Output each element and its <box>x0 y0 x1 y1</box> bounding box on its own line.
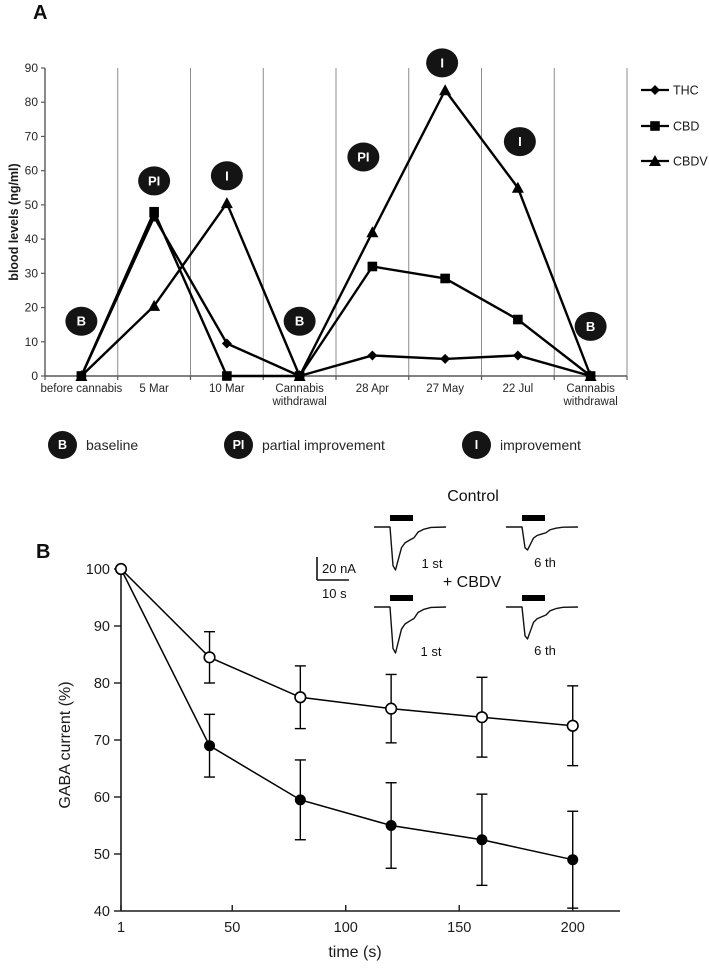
panel-a-y-tick-label: 50 <box>24 197 38 212</box>
panel-b-y-tick-label: 80 <box>93 676 110 692</box>
data-point-control <box>567 720 578 731</box>
annotation-letter-pi: PI <box>147 173 161 189</box>
panel-b-x-axis-title: time (s) <box>328 944 382 961</box>
panel-a-x-category-label: Cannabis <box>275 383 324 395</box>
panel-a-y-tick-label: 90 <box>24 61 38 75</box>
inset-stimulus-bar <box>390 515 413 521</box>
data-point-cbd <box>149 207 159 217</box>
legend-label-cbdv: CBDV <box>673 154 708 169</box>
panel-a-x-category-label: 27 May <box>426 383 464 395</box>
panel-a-y-tick-label: 60 <box>24 163 38 178</box>
panel-a-y-tick-label: 0 <box>31 369 38 383</box>
annotation-letter-b: B <box>76 313 87 329</box>
data-point-control <box>477 712 488 723</box>
legend-item-thc <box>641 84 699 98</box>
annotation-letter-i: I <box>518 134 522 150</box>
data-point-control <box>386 703 397 714</box>
panel-a-y-tick-label: 10 <box>24 334 38 349</box>
data-point-cbdv <box>439 84 451 95</box>
panel-b-y-axis-title: GABA current (%) <box>57 681 74 809</box>
data-point-cbd <box>222 371 232 381</box>
data-point-control <box>295 692 306 703</box>
panel-a-x-category-label: withdrawal <box>563 396 618 408</box>
panel-a-x-category-label: Cannabis <box>566 383 615 395</box>
panel-b-y-tick-label: 50 <box>93 847 110 863</box>
panel-a-y-tick-label: 30 <box>24 266 38 281</box>
panel-b-y-tick-label: 70 <box>93 733 110 749</box>
panel-a-chart <box>0 0 709 425</box>
annotation-letter-pi: PI <box>357 149 370 165</box>
data-point-cbdv <box>295 794 306 805</box>
panel-a-y-axis-title: blood levels (ng/ml) <box>7 163 21 281</box>
panel-a-x-category-label: 22 Jul <box>502 383 534 395</box>
annotation-letter-i: I <box>225 168 229 184</box>
inset-trace-cbdv-6th <box>506 607 578 639</box>
legend-item-cbd <box>641 120 699 134</box>
panel-b-y-tick-label: 90 <box>93 619 110 635</box>
panel-b-x-tick-label: 150 <box>447 920 472 936</box>
improvement-text: improvement <box>500 436 581 453</box>
data-point-control <box>204 652 215 663</box>
panel-a-x-category-label: 28 Apr <box>355 383 389 395</box>
panel-b-y-tick-label: 100 <box>85 562 110 578</box>
panel-b-x-tick-label: 200 <box>560 920 585 936</box>
panel-b-y-tick-label: 60 <box>93 790 110 806</box>
data-point-cbdv <box>386 820 397 831</box>
data-point-cbd <box>368 262 378 272</box>
panel-b-y-tick-label: 40 <box>93 904 110 920</box>
panel-a-y-tick-label: 80 <box>24 95 38 110</box>
panel-a-x-category-label: 5 Mar <box>139 383 169 395</box>
panel-a-y-tick-label: 40 <box>24 232 38 247</box>
panel-a-y-tick-label: 20 <box>24 300 38 315</box>
inset-control-title: Control <box>447 488 499 505</box>
panel-b-x-tick-label: 1 <box>116 920 126 936</box>
data-point-thc <box>440 354 450 364</box>
panel-a-x-category-label: withdrawal <box>272 396 327 408</box>
annotation-letter-b: B <box>294 313 305 329</box>
panel-b-x-tick-label: 100 <box>333 920 358 936</box>
inset-stimulus-bar <box>390 595 413 601</box>
data-point-cbdv <box>221 197 233 208</box>
data-point-cbdv <box>476 834 487 845</box>
panel-a-x-category-label: 10 Mar <box>208 383 245 395</box>
inset-scale-time-label: 10 s <box>322 586 347 601</box>
data-point-cbd <box>513 315 523 325</box>
data-point-control <box>116 564 127 575</box>
annotation-letter-b: B <box>585 318 596 334</box>
partial-improvement-text: partial improvement <box>262 436 385 453</box>
data-point-thc <box>367 350 377 360</box>
panel-a-y-tick-label: 70 <box>24 129 38 144</box>
baseline-symbol-badge: B <box>48 431 77 459</box>
data-point-cbdv <box>204 740 215 751</box>
panel-b-x-tick-label: 50 <box>224 920 241 936</box>
baseline-text: baseline <box>86 436 139 453</box>
inset-stimulus-bar <box>522 515 545 521</box>
inset-scale-current-label: 20 nA <box>322 561 356 576</box>
inset-trace-control-6th <box>506 527 578 550</box>
footnote-partial-improvement <box>224 430 385 459</box>
panel-b-chart <box>0 480 709 973</box>
panel-b-label: B <box>36 541 51 563</box>
data-point-thc <box>513 350 523 360</box>
legend-label-cbd: CBD <box>673 119 700 134</box>
legend-item-cbdv <box>641 155 708 169</box>
footnote-baseline <box>48 430 138 459</box>
panel-a-label: A <box>33 2 48 24</box>
legend-marker-square <box>650 121 660 131</box>
series-line-cbdv <box>121 569 573 860</box>
annotation-letter-i: I <box>440 55 444 71</box>
inset-stimulus-bar <box>522 595 545 601</box>
footnote-improvement <box>462 430 581 459</box>
inset-control-first-label: 1 st <box>421 556 443 571</box>
data-point-cbdv <box>567 854 578 865</box>
partial-improvement-symbol-badge: PI <box>224 431 253 459</box>
inset-cbdv-sixth-label: 6 th <box>534 643 556 658</box>
improvement-symbol-badge: I <box>462 431 491 459</box>
data-point-thc <box>222 338 232 348</box>
legend-label-thc: THC <box>673 83 699 98</box>
data-point-cbdv <box>366 226 378 237</box>
inset-cbdv-first-label: 1 st <box>420 644 442 659</box>
inset-cbdv-title: + CBDV <box>442 574 502 591</box>
panel-a-x-category-label: before cannabis <box>40 383 123 395</box>
data-point-cbd <box>440 274 450 284</box>
legend-marker-diamond <box>650 85 660 95</box>
inset-control-sixth-label: 6 th <box>534 555 556 570</box>
